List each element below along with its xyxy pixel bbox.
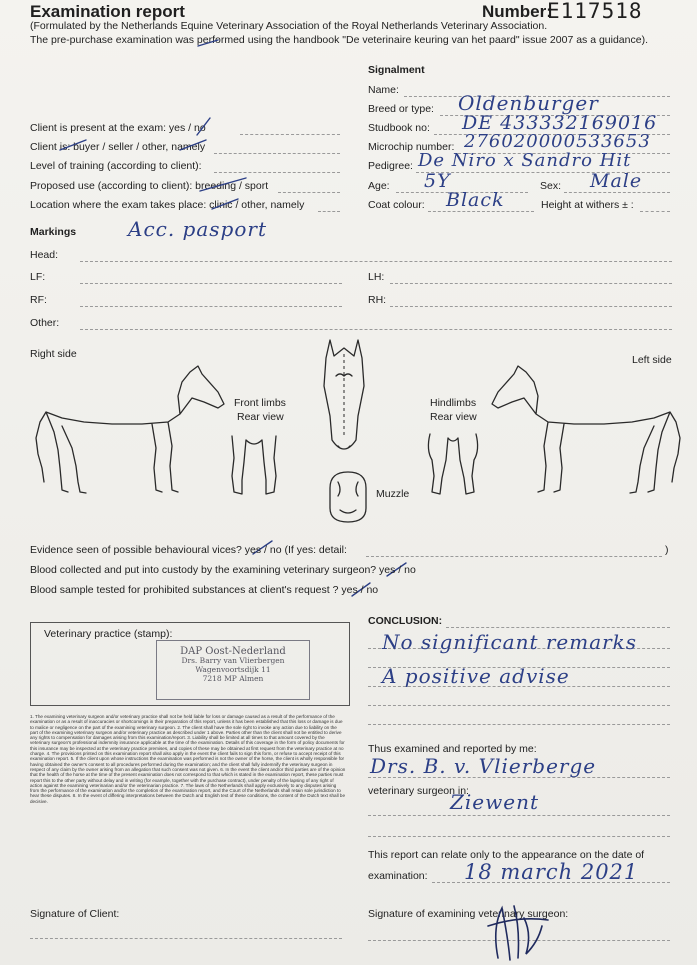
studbook-value: DE 433332169016 <box>462 112 658 134</box>
report-title: Examination report <box>30 2 185 21</box>
client-signature-line <box>30 938 342 939</box>
veterinary-practice-label: Veterinary practice (stamp): <box>44 628 173 640</box>
other-marking-label: Other: <box>30 317 60 329</box>
handbook-note: The pre-purchase examination was performed using the handbook "De veterinaire keuring van het paard" issue 2007 as a guidance). <box>30 34 648 46</box>
blood-custody-question: Blood collected and put into custody by the examining veterinary surgeon? yes / no <box>30 564 416 576</box>
exam-date-label: examination: <box>368 870 428 882</box>
horse-right-side-diagram <box>32 362 232 502</box>
head-marking-label: Head: <box>30 249 59 261</box>
proposed-use-label: Proposed use (according to client): breeding / sport <box>30 180 269 192</box>
height-line <box>640 211 670 212</box>
relate-note-label: This report can relate only to the appearance on the date of <box>368 849 645 861</box>
report-number: E117518 <box>547 0 643 23</box>
location-label: Location where the exam takes place: clinic / other, namely <box>30 199 305 211</box>
coat-value: Black <box>446 189 505 211</box>
muzzle-label: Muzzle <box>376 488 410 500</box>
client-present-label: Client is present at the exam: yes / no <box>30 122 206 134</box>
rf-marking-line <box>80 306 342 307</box>
blood-tested-question: Blood sample tested for prohibited substances at client's request ? yes / no <box>30 584 379 596</box>
hindlimbs-label: Hindlimbs <box>430 397 477 409</box>
surgeon-in-line-2 <box>368 836 670 837</box>
sex-label: Sex: <box>540 180 562 192</box>
rh-marking-label: RH: <box>368 294 387 306</box>
lh-marking-line <box>390 283 672 284</box>
breed-label: Breed or type: <box>368 103 434 115</box>
location-line <box>318 211 340 212</box>
microchip-label: Microchip number: <box>368 141 455 153</box>
coat-label: Coat colour: <box>368 199 425 211</box>
front-rear-view-label: Rear view <box>237 411 284 423</box>
practice-stamp <box>156 640 310 700</box>
lf-marking-label: LF: <box>30 271 46 283</box>
surgeon-signature-scribble <box>468 898 558 964</box>
name-label: Name: <box>368 84 399 96</box>
client-present-line <box>240 134 340 135</box>
examined-by-value: Drs. B. v. Vlierberge <box>370 754 597 778</box>
client-signature-label: Signature of Client: <box>30 908 120 920</box>
hind-rear-view-label: Rear view <box>430 411 477 423</box>
behaviour-close-paren: ) <box>665 544 669 556</box>
coat-line <box>428 211 534 212</box>
front-limbs-label: Front limbs <box>234 397 286 409</box>
rf-marking-label: RF: <box>30 294 47 306</box>
lh-marking-label: LH: <box>368 271 385 283</box>
rh-marking-line <box>390 306 672 307</box>
surgeon-signature-label: Signature of examining veterinary surgeon: <box>368 908 569 920</box>
conclusion-text-2: A positive advise <box>382 664 570 688</box>
stamp-street: Wagenvoortsdijk 11 <box>195 665 271 674</box>
surgeon-in-line <box>368 815 670 816</box>
horse-left-side-diagram <box>484 362 684 502</box>
exam-date-value: 18 march 2021 <box>464 860 639 884</box>
muzzle-diagram <box>324 468 372 526</box>
studbook-label: Studbook no: <box>368 122 430 134</box>
behaviour-detail-line <box>366 556 662 557</box>
height-label: Height at withers ± : <box>541 199 634 211</box>
right-side-label: Right side <box>30 348 77 360</box>
formulated-by-note: (Formulated by the Netherlands Equine Veterinary Association of the Royal Netherlands Veterinary Association. <box>30 20 548 32</box>
sex-value: Male <box>590 170 643 192</box>
client-is-line <box>214 153 340 154</box>
pedigree-value: De Niro x Sandro Hit <box>418 150 632 171</box>
client-is-label: Client is: buyer / seller / other, namely <box>30 141 206 153</box>
conclusion-label: CONCLUSION: <box>368 615 443 627</box>
head-marking-line <box>80 261 672 262</box>
front-limbs-rear-view-diagram <box>226 432 282 498</box>
behaviour-question: Evidence seen of possible behavioural vices? yes / no (If yes: detail: <box>30 544 347 556</box>
examined-by-label: Thus examined and reported by me: <box>368 743 537 755</box>
surgeon-in-value: Ziewent <box>450 790 540 814</box>
left-side-label: Left side <box>632 354 672 366</box>
conclusion-text-1: No significant remarks <box>382 630 638 654</box>
microchip-value: 276020000533653 <box>464 131 651 152</box>
training-line <box>214 172 340 173</box>
training-label: Level of training (according to client): <box>30 160 202 172</box>
number-label: Number: <box>482 2 552 21</box>
stamp-city: 7218 MP Almen <box>202 674 264 683</box>
head-front-view-diagram <box>316 336 372 460</box>
sex-line <box>564 192 670 193</box>
signalment-heading: Signalment <box>368 64 425 76</box>
proposed-use-line <box>278 192 340 193</box>
markings-note: Acc. pasport <box>128 217 267 241</box>
conclusion-line-4 <box>368 705 670 706</box>
terms-and-conditions: 1. The examining veterinary surgeon and/or veterinary practice shall not be held liable for loss or damage caused as a result of the performance of the examination or as a result of inaccuracies or shortcomings in their preparation of this report, unless it has been established that this loss or damage is due to malice or negligence on the part of the examining veterinary surgeon. 2. The client shall have the sole right to invoke any action due to liability on the part of the examining veterinary surgeon and/or veterinary practice as described under 1 above. Parties other than the client shall not be entitled to derive any rights to compensation for damages arising from this examination/report. 3. Liability shall be limited at all times to that amount covered by the veterinary surgeon's professional indemnity insurance applicable at the time of the examination. Details of this coverage in the form of policy documents for this insurance may be inspected at the veterinary practice premises, and copies of these may be obtained at first request from the veterinary practice at no charge. 4. The provisions printed on this examination report shall also apply in the event the client fails to sign this form, or refuse to accept receipt of this examination report. 5. If the client upon whose instructions the examination was performed is not the owner of the horse, the client is wholly responsible for having obtained the owner's consent to all procedures performed during the examination; and the client shall fully indemnify the veterinary surgeon in respect of any claim by the owner arising from an allegation that such consent was not given. 6. In the event the client and/or third parties are of the opinion that the health of the horse at the time of the present examination does not correspond to that which is stated in the examination report, these parties must report this to the other party without delay and in writing (for example, together with the purchase contract), under penalty of the lapsing of any right of action against the examining veterinarian and/or the veterinarian practice. 7. The laws of the Netherlands shall apply exclusively to any disputes arising from the performance of the examination and/or the completion of the examination report, and the Court of the Netherlands shall retain sole jurisdiction to hear these disputes. 8. In the event of differing interpretations between the Dutch and English text of these conditions, the content of the Dutch text shall be decisive. <box>30 714 346 804</box>
other-marking-line <box>80 329 672 330</box>
markings-heading: Markings <box>30 226 77 238</box>
lf-marking-line <box>80 283 342 284</box>
breed-value: Oldenburger <box>458 91 599 115</box>
conclusion-line-0 <box>446 627 670 628</box>
conclusion-line-5 <box>368 724 670 725</box>
stamp-practice-name: DAP Oost-Nederland <box>180 646 286 657</box>
stamp-vet-name: Drs. Barry van Vlierbergen <box>181 656 285 665</box>
pedigree-label: Pedigree: <box>368 160 413 172</box>
surgeon-in-label: veterinary surgeon in: <box>368 785 469 797</box>
age-label: Age: <box>368 180 390 192</box>
age-value: 5Y <box>424 170 451 192</box>
hindlimbs-rear-view-diagram <box>424 430 482 500</box>
